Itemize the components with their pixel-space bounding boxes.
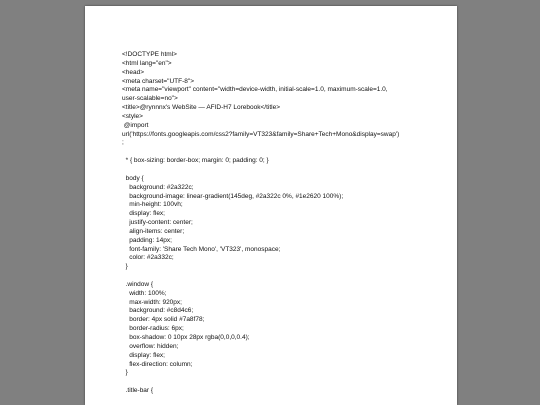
- code-line: [122, 272, 452, 281]
- code-line: body {: [122, 174, 144, 182]
- document-page: [85, 6, 457, 405]
- code-line: display: flex;: [122, 210, 165, 218]
- code-line: @import: [122, 121, 149, 129]
- code-line: <title>@rynnnx's WebSite — AFID-H7 Lorebook</title>: [122, 104, 281, 112]
- code-line: <style>: [122, 112, 143, 120]
- code-line: <meta name="viewport" content="width=device-width, initial-scale=1.0, maximum-scale=1.0,: [122, 86, 388, 94]
- code-line: overflow: hidden;: [122, 342, 179, 350]
- code-line: background: #2a322c;: [122, 183, 194, 191]
- code-line: .window {: [122, 280, 154, 288]
- code-line: flex-direction: column;: [122, 360, 193, 368]
- code-line: <meta charset="UTF-8">: [122, 77, 194, 85]
- code-line: * { box-sizing: border-box; margin: 0; padding: 0; }: [122, 157, 269, 165]
- code-line: <head>: [122, 68, 145, 76]
- code-line: .title-bar {: [122, 387, 154, 395]
- code-line: background-image: linear-gradient(145deg, #2a322c 0%, #1e2620 100%);: [122, 192, 344, 200]
- code-line: min-height: 100vh;: [122, 201, 183, 209]
- code-line: font-family: 'Share Tech Mono', 'VT323', monospace;: [122, 245, 281, 253]
- code-line: max-width: 920px;: [122, 298, 182, 306]
- code-line: box-shadow: 0 10px 28px rgba(0,0,0,0.4);: [122, 334, 250, 341]
- code-line: width: 100%;: [122, 289, 167, 297]
- code-line: [122, 166, 452, 175]
- code-line: justify-content: center;: [122, 219, 193, 227]
- code-line: ;: [122, 139, 124, 147]
- source-code-text: [122, 51, 452, 396]
- code-line: color: #2a332c;: [122, 254, 174, 262]
- code-line: url('https://fonts.googleapis.com/css2?family=VT323&family=Share+Tech+Mono&display=swap'): [122, 130, 400, 138]
- code-line: <!DOCTYPE html>: [122, 51, 177, 58]
- code-line: border-radius: 6px;: [122, 325, 184, 333]
- code-line: display: flex;: [122, 351, 165, 359]
- code-line: }: [122, 263, 128, 271]
- code-line: background: #c8d4c6;: [122, 307, 194, 315]
- code-line: border: 4px solid #7a8f78;: [122, 316, 205, 324]
- code-line: <html lang="en">: [122, 59, 172, 67]
- code-line: user-scalable=no">: [122, 95, 178, 103]
- code-line: padding: 14px;: [122, 236, 172, 244]
- code-line: }: [122, 369, 128, 377]
- code-line: [122, 148, 452, 157]
- code-line: [122, 378, 452, 387]
- code-line: align-items: center;: [122, 227, 185, 235]
